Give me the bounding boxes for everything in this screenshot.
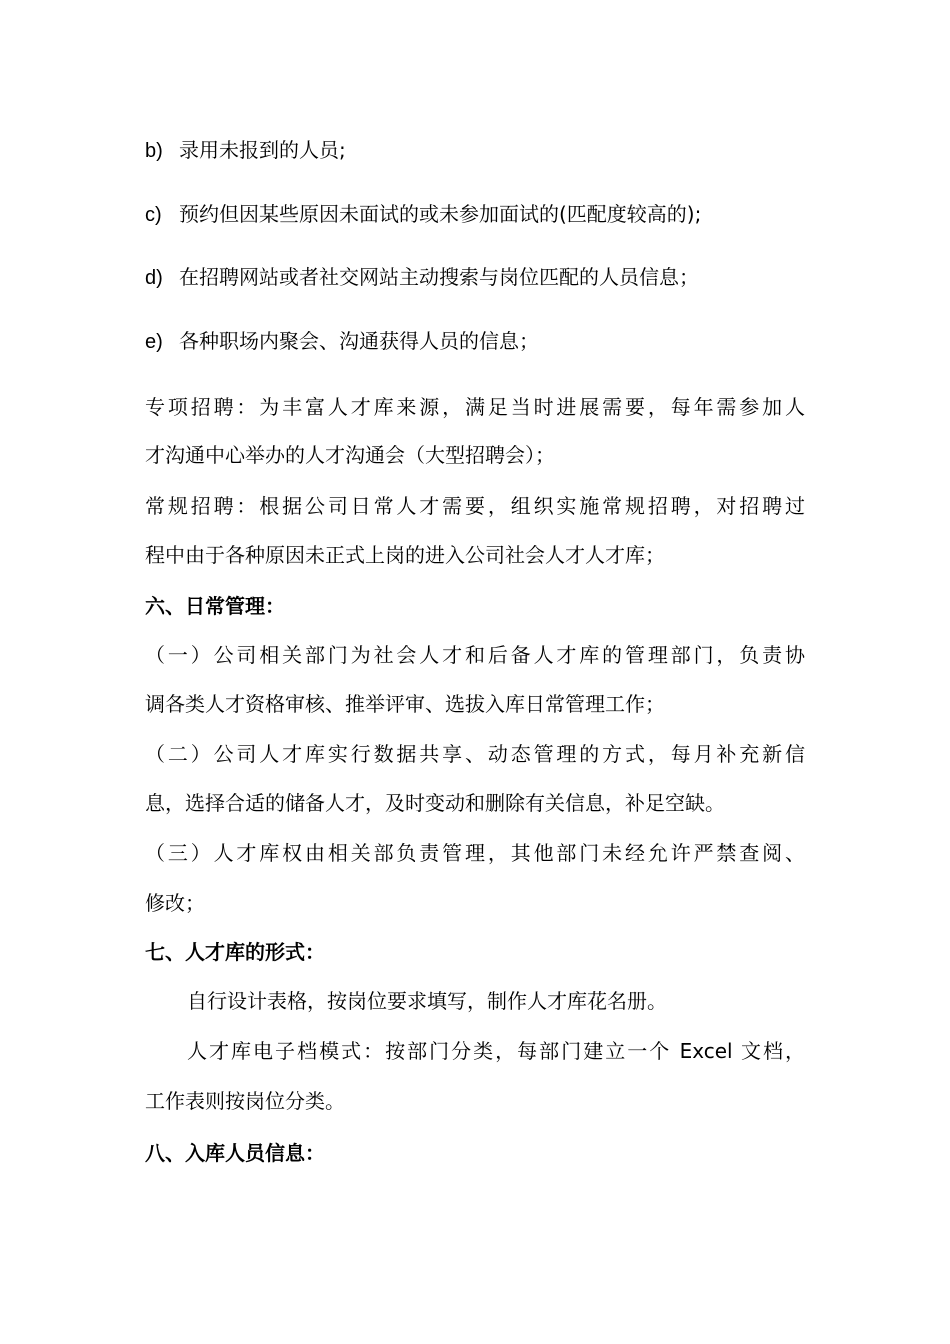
section-6-item-1-line-1: （一）公司相关部门为社会人才和后备人才库的管理部门，负责协 <box>145 643 805 667</box>
section-7-para-2-line-2: 工作表则按岗位分类。 <box>145 1089 345 1113</box>
section-7-heading: 七、人才库的形式： <box>145 940 325 964</box>
list-marker: b) <box>145 140 163 162</box>
list-item-text: 各种职场内聚会、沟通获得人员的信息； <box>179 329 539 353</box>
regular-recruit-line-2: 程中由于各种原因未正式上岗的进入公司社会人才人才库； <box>145 543 665 567</box>
special-recruit-line-1: 专项招聘：为丰富人才库来源，满足当时进展需要，每年需参加人 <box>145 395 805 419</box>
list-item-d <box>145 263 805 292</box>
list-marker: c) <box>145 204 162 226</box>
section-6-item-3-line-1: （三）人才库权由相关部负责管理，其他部门未经允许严禁查阅、 <box>145 841 805 865</box>
section-8-heading: 八、入库人员信息： <box>145 1141 325 1165</box>
list-item-e <box>145 327 805 356</box>
section-7-para-1: 自行设计表格，按岗位要求填写，制作人才库花名册。 <box>187 989 667 1013</box>
list-item-text: 录用未报到的人员; <box>179 138 346 162</box>
list-item-c <box>145 200 805 229</box>
section-6-item-2-line-1: （二）公司人才库实行数据共享、动态管理的方式，每月补充新信 <box>145 742 805 766</box>
list-item-text: 预约但因某些原因未面试的或未参加面试的(匹配度较高的); <box>179 202 702 226</box>
section-6-item-3-line-2: 修改； <box>145 891 205 915</box>
section-6-item-2-line-2: 息，选择合适的储备人才，及时变动和删除有关信息，补足空缺。 <box>145 791 725 815</box>
section-6-heading: 六、日常管理： <box>145 594 285 618</box>
section-7-para-2-line-1: 人才库电子档模式：按部门分类，每部门建立一个 Excel 文档， <box>187 1039 805 1063</box>
list-marker: e) <box>145 331 163 353</box>
section-6-item-1-line-2: 调各类人才资格审核、推举评审、选拔入库日常管理工作； <box>145 692 665 716</box>
special-recruit-line-2: 才沟通中心举办的人才沟通会（大型招聘会）； <box>145 443 555 467</box>
regular-recruit-line-1: 常规招聘：根据公司日常人才需要，组织实施常规招聘，对招聘过 <box>145 494 805 518</box>
list-item-b <box>145 136 805 165</box>
list-marker: d) <box>145 267 163 289</box>
list-item-text: 在招聘网站或者社交网站主动搜索与岗位匹配的人员信息； <box>179 265 699 289</box>
